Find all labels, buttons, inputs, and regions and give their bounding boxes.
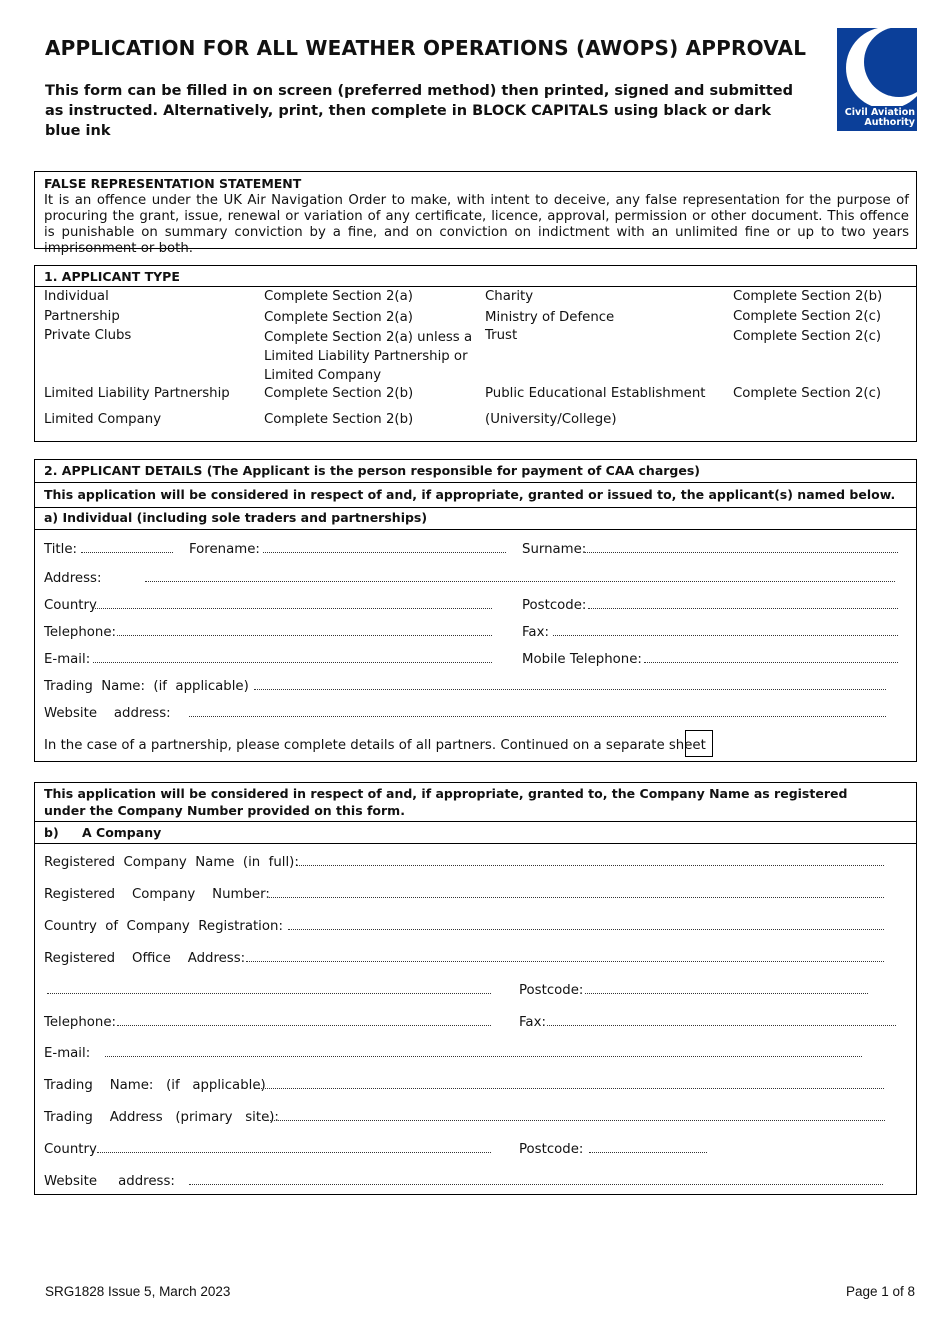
company-section: [34, 782, 917, 1195]
logo-text: Civil Aviation Authority: [844, 107, 915, 128]
website-label: Website address:: [44, 706, 171, 721]
reg-number-label: Registered Company Number:: [44, 887, 270, 902]
type-individual: Individual: [44, 289, 109, 304]
reg-name-label: Registered Company Name (in full):: [44, 855, 299, 870]
company-fax-label: Fax:: [519, 1015, 546, 1030]
mobile-label: Mobile Telephone:: [522, 652, 642, 667]
type-mod: Ministry of Defence: [485, 310, 615, 325]
company-postcode-input[interactable]: [585, 987, 868, 994]
postcode-label: Postcode:: [522, 598, 587, 613]
company-sub-letter: b): [44, 825, 59, 840]
company-email-label: E-mail:: [44, 1046, 91, 1061]
type-university-college: (University/College): [485, 412, 617, 427]
company-website-input[interactable]: [189, 1178, 883, 1185]
company-country-label: Country: [44, 1142, 97, 1157]
address-label: Address:: [44, 571, 102, 586]
company-website-label: Website address:: [44, 1174, 175, 1189]
trading-name-input[interactable]: [254, 683, 886, 690]
type-public-education-section: Complete Section 2(c): [733, 386, 882, 401]
type-partnership-section: Complete Section 2(a): [264, 310, 413, 325]
trading-address-input[interactable]: [268, 1114, 885, 1121]
individual-subheading: a) Individual (including sole traders and partnerships): [44, 510, 428, 525]
email-label: E-mail:: [44, 652, 91, 667]
false-representation-text: It is an offence under the UK Air Navigation Order to make, with intent to deceive, any false representation for the purpose of procuring the grant, issue, renewal or variation of any certificate, licence, approval, permission or other document. This offence is punishable on summary conviction by a fine, and on conviction on indictment with an unlimited fine or up to two years imprisonment or both.: [44, 193, 909, 256]
company-trading-name-label: Trading Name: (if applicable): [44, 1078, 266, 1093]
company-trading-name-input[interactable]: [254, 1082, 884, 1089]
type-private-clubs: Private Clubs: [44, 328, 132, 343]
applicant-details-notice: This application will be considered in respect of and, if appropriate, granted or issued to, the applicant(s) named below.: [44, 487, 896, 502]
type-charity: Charity: [485, 289, 534, 304]
type-llp-section: Complete Section 2(b): [264, 386, 414, 401]
reg-number-input[interactable]: [267, 891, 884, 898]
company-telephone-input[interactable]: [117, 1019, 491, 1026]
country-reg-label: Country of Company Registration:: [44, 919, 283, 934]
company-notice: This application will be considered in respect of and, if appropriate, granted to, the Company Name as registered under the Company Number provided on this form.: [44, 786, 848, 818]
separate-sheet-checkbox[interactable]: [685, 730, 713, 757]
forename-input[interactable]: [263, 546, 506, 553]
country-reg-input[interactable]: [288, 923, 884, 930]
office-address-label: Registered Office Address:: [44, 951, 246, 966]
company-fax-input[interactable]: [547, 1019, 896, 1026]
address-input[interactable]: [145, 575, 895, 582]
email-input[interactable]: [93, 656, 492, 663]
company-country-input[interactable]: [97, 1146, 491, 1153]
type-limited-company-section: Complete Section 2(b): [264, 412, 414, 427]
surname-label: Surname:: [522, 542, 587, 557]
type-trust-section: Complete Section 2(c): [733, 329, 882, 344]
page-number: Page 1 of 8: [845, 1284, 915, 1299]
false-representation-box: [34, 171, 917, 256]
mobile-input[interactable]: [644, 656, 898, 663]
type-private-clubs-section: Complete Section 2(a) unless a Limited Liability Partnership or Limited Company: [264, 330, 473, 383]
type-trust: Trust: [485, 328, 518, 343]
trading-address-label: Trading Address (primary site):: [44, 1110, 279, 1125]
title-input[interactable]: [81, 546, 173, 553]
company-email-input[interactable]: [105, 1050, 862, 1057]
form-reference: SRG1828 Issue 5, March 2023: [45, 1284, 231, 1299]
type-individual-section: Complete Section 2(a): [264, 289, 413, 304]
postcode-input[interactable]: [588, 602, 898, 609]
partnership-note: In the case of a partnership, please complete details of all partners. Continued on a separate sheet: [44, 738, 706, 753]
office-address-input[interactable]: [246, 955, 884, 962]
fax-input[interactable]: [553, 629, 898, 636]
company-postcode2-label: Postcode:: [519, 1142, 584, 1157]
country-label: Country: [44, 598, 97, 613]
fax-label: Fax:: [522, 625, 549, 640]
type-charity-section: Complete Section 2(b): [733, 289, 883, 304]
company-telephone-label: Telephone:: [44, 1015, 117, 1030]
office-address-line2-input[interactable]: [47, 987, 491, 994]
surname-input[interactable]: [585, 546, 898, 553]
form-instructions: This form can be filled in on screen (preferred method) then printed, signed and submitted as instructed. Alternatively, print, then complete in BLOCK CAPITALS using black or dark blue ink: [45, 83, 793, 139]
applicant-details-heading: 2. APPLICANT DETAILS (The Applicant is the person responsible for payment of CAA charges): [44, 463, 700, 478]
forename-label: Forename:: [189, 542, 260, 557]
applicant-details-section: [34, 459, 917, 762]
website-input[interactable]: [189, 710, 886, 717]
applicant-type-heading: 1. APPLICANT TYPE: [44, 269, 180, 284]
company-subheading: A Company: [82, 825, 162, 840]
applicant-type-section: [34, 265, 917, 442]
type-partnership: Partnership: [44, 309, 120, 324]
trading-name-label: Trading Name: (if applicable): [44, 679, 249, 694]
type-limited-company: Limited Company: [44, 412, 162, 427]
title-label: Title:: [44, 542, 77, 557]
company-postcode2-input[interactable]: [589, 1146, 707, 1153]
type-llp: Limited Liability Partnership: [44, 386, 230, 401]
form-title: APPLICATION FOR ALL WEATHER OPERATIONS (AWOPS) APPROVAL: [45, 36, 807, 60]
country-input[interactable]: [95, 602, 492, 609]
type-public-education: Public Educational Establishment: [485, 386, 706, 401]
type-mod-section: Complete Section 2(c): [733, 309, 882, 324]
false-representation-heading: FALSE REPRESENTATION STATEMENT: [44, 176, 302, 191]
reg-name-input[interactable]: [297, 859, 884, 866]
telephone-input[interactable]: [117, 629, 492, 636]
telephone-label: Telephone:: [44, 625, 117, 640]
company-postcode-label: Postcode:: [519, 983, 584, 998]
caa-logo: [837, 28, 917, 131]
